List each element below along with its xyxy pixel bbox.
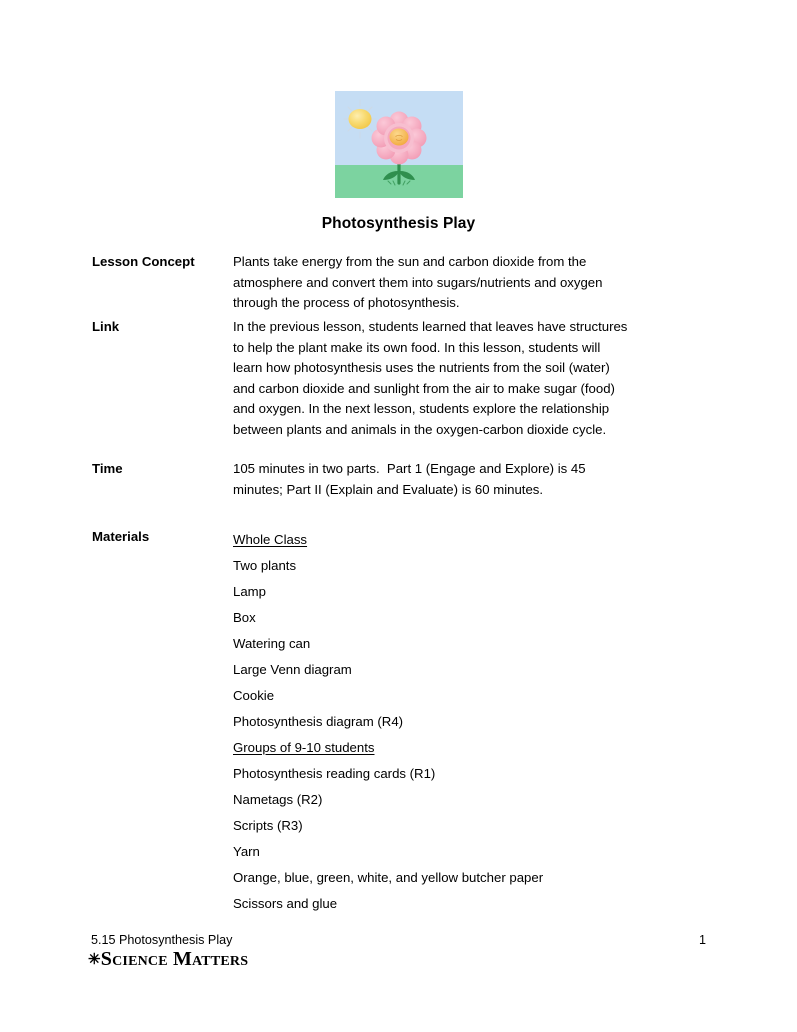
materials-item-label: Photosynthesis diagram (R4) — [233, 714, 404, 729]
section-body-time — [233, 459, 711, 500]
materials-item-label: Whole Class — [233, 532, 308, 547]
materials-item — [233, 865, 711, 891]
materials-item-label: Groups of 9-10 students — [233, 740, 375, 755]
section-label-lesson-concept: Lesson Concept — [92, 254, 195, 269]
materials-item — [233, 631, 711, 657]
text-line: between plants and animals in the oxygen-carbon dioxide cycle. — [233, 421, 607, 437]
section-body-lesson-concept — [233, 252, 711, 314]
text-line: to help the plant make its own food. In this lesson, students will — [233, 339, 601, 355]
materials-item — [233, 553, 711, 579]
materials-item — [233, 683, 711, 709]
materials-item — [233, 605, 711, 631]
text-line: In the previous lesson, students learned that leaves have structures — [233, 319, 628, 334]
materials-item-label: Photosynthesis reading cards (R1) — [233, 766, 436, 781]
materials-item-label: Yarn — [233, 844, 260, 859]
materials-item-label: Scissors and glue — [233, 896, 338, 911]
materials-item — [233, 787, 711, 813]
materials-item-label: Scripts (R3) — [233, 818, 303, 833]
page-title: Photosynthesis Play — [321, 215, 476, 232]
flower-center — [390, 129, 409, 146]
text-line: and carbon dioxide and sunlight from the air to make sugar (food) — [233, 380, 615, 396]
materials-item — [233, 891, 711, 917]
footer-page-number: 1 — [698, 933, 706, 947]
asterisk-icon: ✳ — [88, 952, 101, 968]
materials-item-label: Cookie — [233, 688, 275, 703]
materials-item-label: Orange, blue, green, white, and yellow butcher paper — [233, 870, 544, 885]
section-label-link: Link — [92, 319, 120, 334]
science-matters-logo-text: Science Matters — [100, 948, 249, 970]
materials-item-label: Two plants — [233, 558, 297, 573]
materials-group-heading — [233, 527, 711, 553]
text-line: learn how photosynthesis uses the nutrients from the soil (water) — [233, 360, 610, 376]
materials-item-label: Watering can — [233, 636, 311, 651]
materials-item-label: Box — [233, 610, 256, 625]
page-footer — [0, 930, 797, 990]
materials-item — [233, 839, 711, 865]
text-line: Plants take energy from the sun and carbon dioxide from the — [233, 254, 587, 269]
materials-item-label: Nametags (R2) — [233, 792, 323, 807]
section-label-time: Time — [92, 461, 123, 476]
materials-item — [233, 579, 711, 605]
section-body-link — [233, 317, 711, 441]
materials-group-heading — [233, 735, 711, 761]
text-line: and oxygen. In the next lesson, students explore the relationship — [233, 401, 610, 417]
materials-item — [233, 709, 711, 735]
flower-sun-illustration — [335, 91, 463, 198]
materials-item — [233, 761, 711, 787]
text-line: 105 minutes in two parts. Part 1 (Engage and Explore) is 45 — [233, 461, 586, 476]
text-line: atmosphere and convert them into sugars/nutrients and oxygen — [233, 274, 603, 290]
science-matters-logo — [88, 947, 248, 972]
materials-item-label: Lamp — [233, 584, 266, 599]
materials-item — [233, 813, 711, 839]
text-line: through the process of photosynthesis. — [233, 295, 460, 311]
materials-item-label: Large Venn diagram — [233, 662, 352, 677]
section-label-materials: Materials — [92, 529, 150, 544]
materials-item — [233, 657, 711, 683]
materials-list — [233, 527, 711, 917]
text-line: minutes; Part II (Explain and Evaluate) is 60 minutes. — [233, 481, 544, 497]
footer-lesson-id: 5.15 Photosynthesis Play — [91, 933, 233, 947]
sun-icon — [349, 109, 372, 129]
